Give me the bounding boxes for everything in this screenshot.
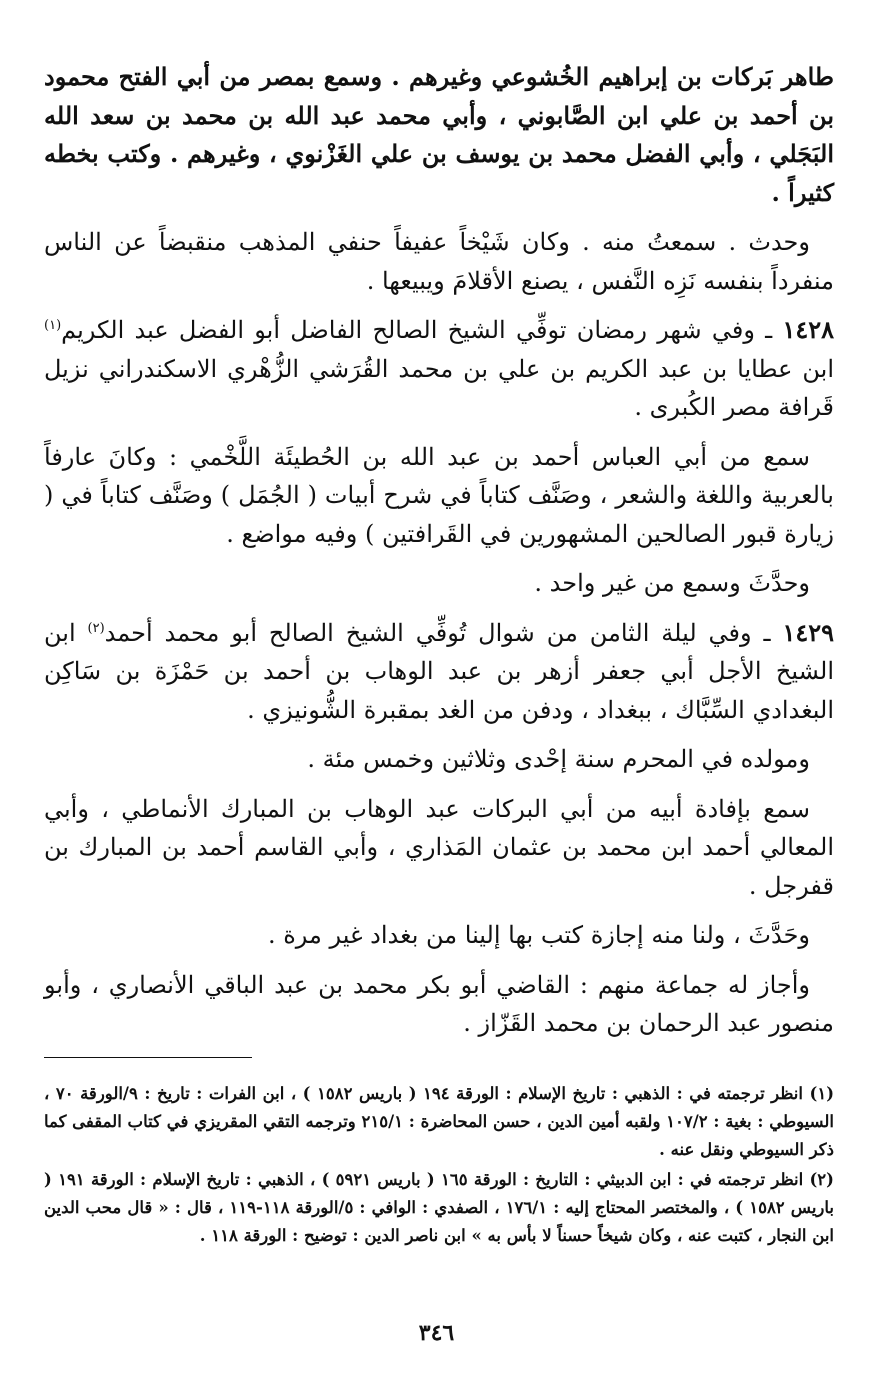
entry-number-1429: ١٤٢٩ [782, 617, 834, 647]
entry-number-1428: ١٤٢٨ [782, 315, 834, 344]
footnote-1: (١) انظر ترجمته في : الذهبي : تاريخ الإسلام : الورقة ١٩٤ ( باريس ١٥٨٢ ) ، ابن الفرات : تاريخ : ٩/الورقة ٧٠ ، السيوطي : بغية : ١٠٧/٢ ولقبه أمين الدين ، حسن المحاضرة : ٢١٥/١ وترجمه التقي المقريزي في كتاب المقفى كما ذكر السيوطي ونقل عنه . [44, 1084, 834, 1159]
paragraph-1428-sama: سمع من أبي العباس أحمد بن عبد الله بن الحُطيئَة اللَّخْمي : وكانَ عارفاً بالعربية واللغة والشعر ، وصَنَّف كتاباً في شرح أبيات ( الجُمَل ) وصَنَّف كتاباً في ( زيارة قبور الصالحين المشهورين في القَرافتين ) وفيه مواضع . [44, 442, 834, 548]
footnote-2: (٢) انظر ترجمته في : ابن الدبيثي : التاريخ : الورقة ١٦٥ ( باريس ٥٩٢١ ) ، الذهبي : تاريخ الإسلام : الورقة ١٩١ ( باريس ١٥٨٢ ) ، والمختصر المحتاج إليه : ١٧٦/١ ، الصفدي : الوافي : ٥/الورقة ١١٨-١١٩ ، قال : « قال محب الدين ابن النجار ، كتبت عنه ، وكان شيخاً حسناً لا بأس به » ابن ناصر الدين : توضيح : الورقة ١١٨ . [44, 1170, 834, 1245]
entry-1429-text: ـ وفي ليلة الثامن من شوال تُوفِّي الشيخ الصالح أبو محمد أحمد [104, 618, 771, 647]
paragraph-1428-hadith: وحدَّثَ وسمع من غير واحد . [534, 569, 810, 597]
page-number: ٣٤٦ [418, 1320, 455, 1346]
main-text [44, 58, 834, 1054]
entry-1428-text: ـ وفي شهر رمضان توفِّي الشيخ الصالح الفاضل أبو الفضل عبد الكريم [61, 316, 773, 344]
paragraph-1429-birth: ومولده في المحرم سنة إحْدى وثلاثين وخمس مئة . [307, 745, 810, 773]
footnote-ref-1: (١) [44, 318, 62, 333]
paragraph-continuation: طاهر بَركات بن إبراهيم الخُشوعي وغيرهم . وسمع بمصر من أبي الفتح محمود بن أحمد بن علي ابن الصَّابوني ، وأبي محمد عبد الله بن محمد بن سعد الله البَجَلي ، وأبي الفضل محمد بن يوسف بن علي الغَزْنوي ، وغيرهم . وكتب بخطه كثيراً . [44, 62, 834, 207]
paragraph-1429-ajaza: وأجاز له جماعة منهم : القاضي أبو بكر محمد بن عبد الباقي الأنصاري ، وأبو منصور عبد الرحمان بن محمد القَزّاز . [44, 970, 834, 1037]
entry-1428 [44, 311, 834, 427]
paragraph-hadith: وحدث . سمعتُ منه . وكان شَيْخاً عفيفاً حنفي المذهب منقبضاً عن الناس منفرداً بنفسه نَزِه النَّفس ، يصنع الأقلامَ ويبيعها . [44, 228, 834, 295]
footnote-separator [44, 1057, 252, 1058]
paragraph-1429-ijaza: وحَدَّثَ ، ولنا منه إجازة كتب بها إلينا من بغداد غير مرة . [267, 921, 810, 949]
entry-1429-text-cont: ابن الشيخ الأجل أبي جعفر أزهر بن عبد الوهاب بن أحمد بن حَمْزَة بن سَاكِن البغدادي السِّبَّاك ، ببغداد ، ودفن من الغد بمقبرة الشُّونيزي . [44, 618, 834, 724]
footnotes [44, 1080, 834, 1252]
paragraph-1429-sama: سمع بإفادة أبيه من أبي البركات عبد الوهاب بن المبارك الأنماطي ، وأبي المعالي أحمد ابن محمد بن عثمان المَذاري ، وأبي القاسم أحمد بن المبارك بن قفرجل . [44, 794, 834, 900]
entry-1429 [44, 614, 834, 730]
footnote-ref-2: (٢) [87, 620, 105, 636]
entry-1428-text-cont: ابن عطايا بن عبد الكريم بن علي بن محمد القُرَشي الزُّهْري الاسكندراني نزيل قَرافة مصر الكُبرى . [44, 354, 834, 421]
